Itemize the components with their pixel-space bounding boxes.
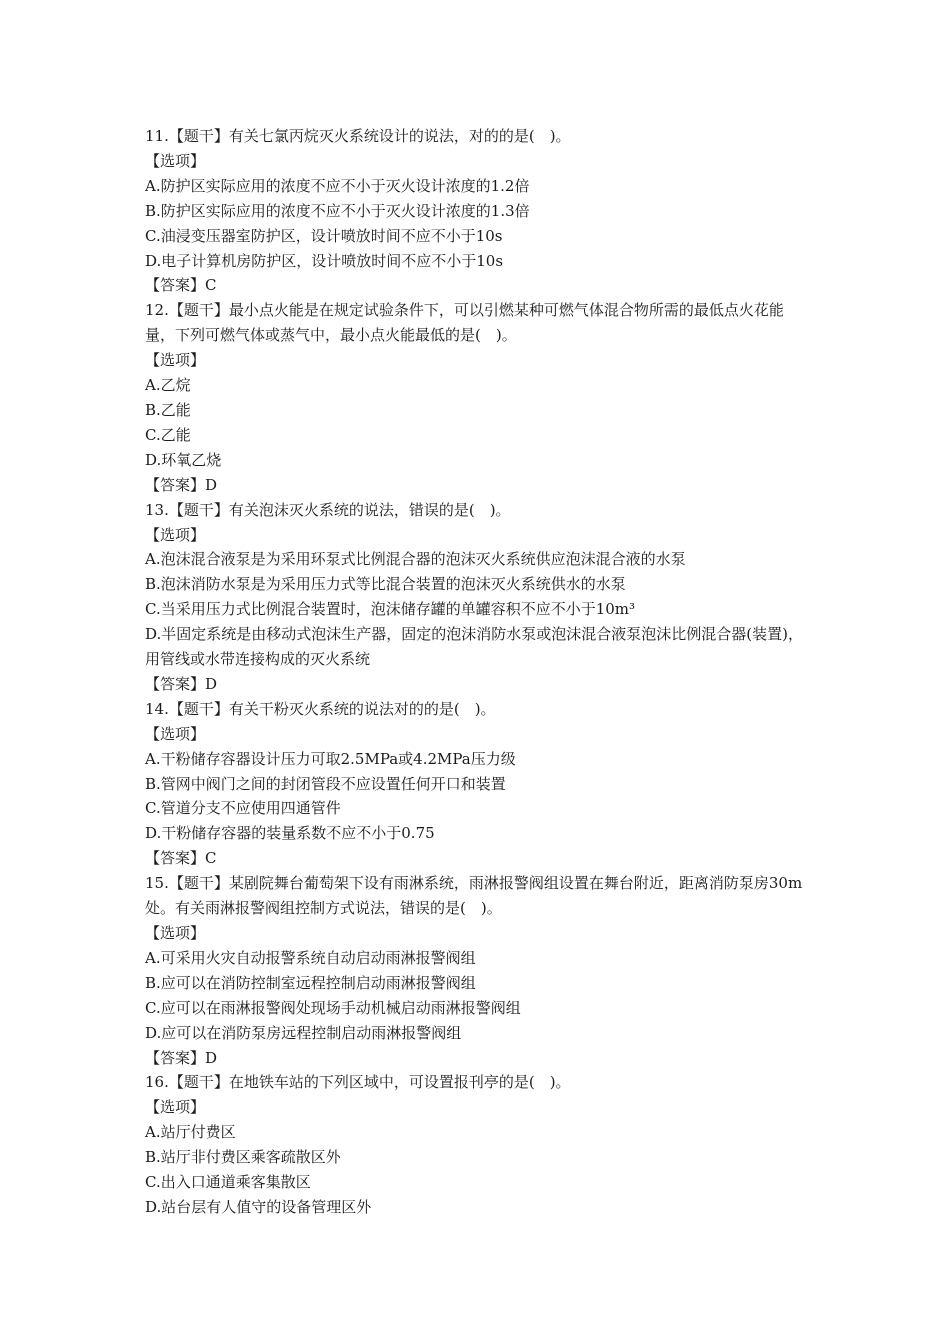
question-stem: 13.【题干】有关泡沫灭火系统的说法，错误的是( )。	[145, 500, 511, 519]
option-d: D.半固定系统是由移动式泡沫生产器，固定的泡沫消防水泵或泡沫混合液泵泡沫比例混合器(装置)，用管线或水带连接构成的灭火系统	[145, 625, 803, 669]
option-d: D.应可以在消防泵房远程控制启动雨淋报警阀组	[145, 1023, 462, 1042]
question-16	[145, 1070, 810, 1219]
question-stem: 12.【题干】最小点火能是在规定试验条件下，可以引燃某种可燃气体混合物所需的最低点火花能量，下列可燃气体或蒸气中，最小点火能最低的是( )。	[145, 301, 784, 345]
question-stem: 14.【题干】有关干粉灭火系统的说法对的的是( )。	[145, 699, 496, 718]
option-b: B.站厅非付费区乘客疏散区外	[145, 1148, 341, 1167]
options-label: 【选项】	[145, 724, 206, 743]
question-12	[145, 298, 810, 497]
option-c: C.出入口通道乘客集散区	[145, 1173, 311, 1192]
answer: 【答案】D	[145, 674, 218, 693]
option-a: A.干粉储存容器设计压力可取2.5MPa或4.2MPa压力级	[145, 749, 516, 768]
option-c: C.乙能	[145, 425, 191, 444]
option-c: C.应可以在雨淋报警阀处现场手动机械启动雨淋报警阀组	[145, 998, 521, 1017]
option-a: A.防护区实际应用的浓度不应不小于灭火设计浓度的1.2倍	[145, 176, 530, 195]
option-b: B.应可以在消防控制室远程控制启动雨淋报警阀组	[145, 973, 476, 992]
option-d: D.干粉储存容器的装量系数不应不小于0.75	[145, 824, 435, 843]
answer: 【答案】C	[145, 849, 217, 868]
option-c: C.当采用压力式比例混合装置时，泡沫储存罐的单罐容积不应不小于10m³	[145, 600, 636, 619]
question-stem: 16.【题干】在地铁车站的下列区域中，可设置报刊亭的是( )。	[145, 1073, 571, 1092]
option-b: B.防护区实际应用的浓度不应不小于灭火设计浓度的1.3倍	[145, 201, 530, 220]
option-a: A.可采用火灾自动报警系统自动启动雨淋报警阀组	[145, 948, 476, 967]
options-label: 【选项】	[145, 525, 206, 544]
option-d: D.电子计算机房防护区，设计喷放时间不应不小于10s	[145, 251, 504, 270]
question-stem: 11.【题干】有关七氯丙烷灭火系统设计的说法，对的的是( )。	[145, 127, 571, 145]
option-b: B.乙能	[145, 400, 191, 419]
answer: 【答案】D	[145, 1048, 218, 1067]
answer: 【答案】D	[145, 475, 218, 494]
option-c: C.油浸变压器室防护区，设计喷放时间不应不小于10s	[145, 226, 503, 245]
option-d: D.站台层有人值守的设备管理区外	[145, 1197, 372, 1216]
options-label: 【选项】	[145, 351, 206, 370]
question-14	[145, 697, 810, 871]
option-a: A.泡沫混合液泵是为采用环泵式比例混合器的泡沫灭火系统供应泡沫混合液的水泵	[145, 550, 686, 569]
question-15	[145, 871, 810, 1070]
options-label: 【选项】	[145, 1098, 206, 1117]
option-d: D.环氧乙烧	[145, 450, 222, 469]
question-13	[145, 498, 810, 697]
option-a: A.站厅付费区	[145, 1123, 236, 1142]
document-page	[145, 124, 810, 1220]
option-b: B.管网中阀门之间的封闭管段不应设置任何开口和装置	[145, 774, 506, 793]
option-b: B.泡沫消防水泵是为采用压力式等比混合装置的泡沫灭火系统供水的水泵	[145, 575, 626, 594]
question-stem: 15.【题干】某剧院舞台葡萄架下设有雨淋系统，雨淋报警阀组设置在舞台附近，距离消防泵房30m处。有关雨淋报警阀组控制方式说法，错误的是( )。	[145, 874, 803, 918]
option-a: A.乙烷	[145, 376, 191, 395]
option-c: C.管道分支不应使用四通管件	[145, 799, 341, 818]
question-11	[145, 124, 810, 298]
answer: 【答案】C	[145, 276, 217, 295]
options-label: 【选项】	[145, 151, 206, 170]
options-label: 【选项】	[145, 924, 206, 942]
